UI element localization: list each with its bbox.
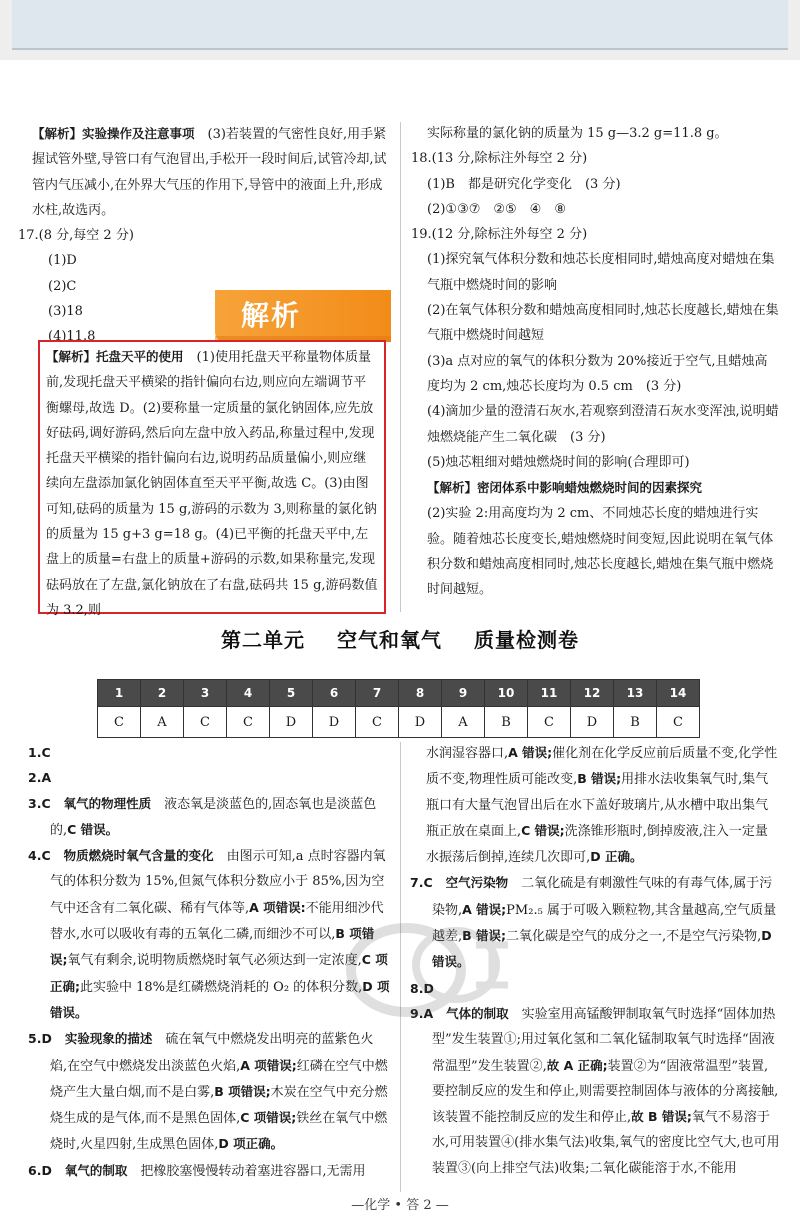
answer-cell: A [141,707,184,738]
q4-text: 由图示可知,a 点时容器内氧气的体积分数为 15%,但氮气体积分数应小于 85%,因为空气中还含有二氧化碳、稀有气体等, [50,849,386,916]
q7-verdict: B 错误; [462,928,507,944]
highlighted-analysis-box [38,340,386,618]
q9-verdict: 故 A 正确; [546,1057,608,1073]
q3-tag: 氧气的物理性质 [63,795,152,811]
answer-cell: C [227,707,270,738]
q18-head: 18.(13 分,除标注外每空 2 分) [411,151,588,167]
q4-text: 此实验中 18%是红磷燃烧消耗的 O₂ 的体积分数, [80,979,363,995]
right-bottom-column [410,740,780,1181]
left-bottom-column [28,740,390,1184]
q19-item-4: (4)滴加少量的澄清石灰水,若观察到澄清石灰水变浑浊,说明蜡烛燃烧能产生二氧化碳 (3 分) [427,404,779,445]
q5-text: 硫在氧气中燃烧发出明亮的蓝紫色火焰,在空气中燃烧发出淡蓝色火焰, [50,1032,374,1074]
answer-cell: C [657,707,700,738]
q5-verdict: B 项错误; [214,1083,271,1099]
q17-answer-1: (1)D [48,253,77,269]
q17-head: 17.(8 分,每空 2 分) [18,228,134,244]
analysis-paragraph [32,121,392,223]
answer-cell: C [356,707,399,738]
q4-number: 4.C [28,848,51,864]
q4-verdict: A 项错误: [249,899,306,915]
question-number: 1 [98,680,141,707]
q6-verdict: B 错误; [577,771,622,787]
q5-text: 铁丝在氧气中燃烧时,火星四射,生成黑色固体, [50,1111,388,1153]
answer-table [97,679,700,738]
q18-answer-1: (1)B 都是研究化学变化 (3 分) [427,176,621,192]
q19-item-1: (1)探究氧气体积分数和烛芯长度相同时,蜡烛高度对蜡烛在集气瓶中燃烧时间的影响 [427,252,775,293]
q1-answer: 1.C [28,745,51,760]
column-divider-bottom [400,742,401,1192]
q7-tag: 空气污染物 [445,875,509,891]
q7-text: 二氧化硫是有刺激性气味的有毒气体,属于污染物, [432,876,773,918]
q7-text: 二氧化碳是空气的成分之一,不是空气污染物, [506,929,762,945]
q3-text: 液态氧是淡蓝色的,固态氧也是淡蓝色的, [50,796,377,838]
q5-verdict: A 项错误; [240,1057,297,1073]
q6-verdict: D 正确。 [590,849,643,865]
q17-answer-2: (2)C [48,278,77,294]
q9-number: 9.A [410,1005,434,1021]
question-number: 8 [399,680,442,707]
q18-answer-2: (2)①③⑦ ②⑤ ④ ⑧ [427,201,566,217]
analysis-tag: 【解析】实验操作及注意事项 [32,126,195,141]
question-number: 6 [313,680,356,707]
unit-title-part2: 空气和氧气 [337,628,442,652]
q19-analysis-tag-text: 【解析】密闭体系中影响蜡烛燃烧时间的因素探究 [427,480,703,496]
q3-verdict: C 错误。 [67,821,119,837]
q3-explanation [28,791,390,844]
answer-cell: C [184,707,227,738]
q6-tag: 氧气的制取 [64,1162,128,1178]
answer-cell: C [98,707,141,738]
answer-cell: C [528,707,571,738]
answer-cell: D [399,707,442,738]
answer-cell: D [270,707,313,738]
q5-number: 5.D [28,1031,52,1047]
q6-text: 水润湿容器口, [426,746,509,761]
question-number: 5 [270,680,313,707]
q9-verdict: 故 B 错误; [631,1109,692,1125]
q9-tag: 气体的制取 [446,1005,509,1021]
q3-number: 3.C [28,795,51,811]
column-divider-top [400,122,401,612]
boxed-analysis [46,344,378,623]
q8-answer: 8.D [410,980,434,996]
boxed-tag: 【解析】托盘天平的使用 [46,349,184,364]
answer-cell: D [571,707,614,738]
analysis-text: (3)若装置的气密性良好,用手紧握试管外壁,导管口有气泡冒出,手松开一段时间后,试管冷却,试管内气压减小,在外界大气压的作用下,导管中的液面上升,形成水柱,故选丙。 [32,127,387,218]
analysis-badge: 解析 [215,290,391,342]
q2-answer: 2.A [28,770,52,786]
question-number: 12 [571,680,614,707]
q6-explanation [28,1158,390,1184]
q6-text: 用排水法收集氧气时,集气瓶口有大量气泡冒出后在水下盖好玻璃片,从水槽中取出集气瓶正放在桌面上, [426,772,769,839]
q9-explanation [410,1001,780,1181]
q6-text: 把橡胶塞慢慢转动着塞进容器口,无需用 [140,1163,366,1179]
q4-verdict: B 项错误; [50,926,375,968]
q7-number: 7.C [410,875,433,891]
question-number: 3 [184,680,227,707]
question-number: 14 [657,680,700,707]
q17-answer-3: (3)18 [48,304,83,320]
q5-tag: 实验现象的描述 [64,1031,153,1047]
q4-verdict: D 项错误。 [50,978,390,1020]
q5-text: 木炭在空气中充分燃烧生成的是气体,而不是黑色固体, [50,1084,388,1127]
unit-title-part1: 第二单元 [221,628,306,652]
answer-cell: A [442,707,485,738]
q7-verdict: D 错误。 [432,928,772,970]
question-number: 13 [614,680,657,707]
question-number: 7 [356,680,399,707]
answer-cell: D [313,707,356,738]
unit-title [0,624,800,653]
question-number: 4 [227,680,270,707]
q5-explanation [28,1026,390,1157]
answer-table-answer-row [98,707,700,738]
q6-text: 洗涤锥形瓶时,倒掉废液,注入一定量水振荡后倒掉,连续几次即可, [426,823,768,866]
q7-verdict: A 错误; [462,901,507,917]
q19-item-3: (3)a 点对应的氧气的体积分数为 20%接近于空气,且蜡烛高度均为 2 cm,烛芯长度均为 0.5 cm (3 分) [427,353,768,394]
page-footer: —化学 • 答 2 — [351,1198,449,1213]
q9-text: 装置②为“固液常温型”装置,要控制反应的发生和停止,则需要控制固体与液体的分离接触,该装置不能控制反应的发生和停止, [432,1058,779,1126]
q5-verdict: D 项正确。 [218,1136,284,1152]
right-top-column [411,121,779,603]
q19-item-2: (2)在氧气体积分数和蜡烛高度相同时,烛芯长度越长,蜡烛在集气瓶中燃烧时间越短 [427,303,779,344]
q19-analysis-text: (2)实验 2:用高度均为 2 cm、不同烛芯长度的蜡烛进行实验。随着烛芯长度变长,蜡烛燃烧时间变短,因此说明在氧气体积分数和蜡烛高度相同时,烛芯长度越长,蜡烛在集气瓶中燃烧时间越短。 [427,506,774,598]
question-number: 9 [442,680,485,707]
answer-cell: B [614,707,657,738]
q17-answer-4: (4)11.8 [48,329,96,345]
question-number: 11 [528,680,571,707]
q7-explanation [410,870,780,975]
q6-text: 催化剂在化学反应前后质量不变,化学性质不变,物理性质可能改变, [426,746,778,788]
q19-head: 19.(12 分,除标注外每空 2 分) [411,227,588,243]
q6-verdict: A 错误; [508,745,553,760]
q4-text: 氧气有剩余,说明物质燃烧时氧气必须达到一定浓度, [67,953,362,969]
boxed-text: (1)使用托盘天平称量物体质量前,发现托盘天平横梁的指针偏向右边,则应向左端调节平衡螺母,故选 D。(2)要称量一定质量的氯化钠固体,应先放好砝码,调好游码,然后向左盘中放入药品,称量过程中,发现托盘天平横梁的指针偏向右边,说明药品质量偏小,则应继续向左盘添加氯化钠固体直至天平平衡,故选 C。(3)由图可知,砝码的质量为 15 g,游码的示数为 3,则称量的氯化钠的质量为 15 g+3 g=18 g。(4)已平衡的托盘天平中,左盘上的质量=右盘上的质量+游码的示数,如果称量完,发现砝码放在了左盘,氯化钠放在了右盘,砝码共 15 g,游码数值为 3.2,则 [46,350,378,618]
q4-text: 不能用细沙代替水,水可以吸收有毒的五氧化二磷,而细沙不可以, [50,900,384,943]
q19-item-5: (5)烛芯粗细对蜡烛燃烧时间的影响(合理即可) [427,454,690,470]
question-number: 2 [141,680,184,707]
answer-table-header-row [98,680,700,707]
answer-cell: B [485,707,528,738]
q6-number: 6.D [28,1162,52,1178]
q9-text: 氧气不易溶于水,可用装置④(排水集气法)收集,氧气的密度比空气大,也可用装置③(向上排空气法)收集;二氧化碳能溶于水,不能用 [432,1110,780,1176]
q6-verdict: C 错误; [521,822,565,838]
q9-text: 实验室用高锰酸钾制取氧气时选择“固体加热型”发生装置①;用过氧化氢和二氧化锰制取氧气时选择“固液常温型”发生装置②, [432,1006,776,1074]
q4-verdict: C 项正确; [50,952,388,994]
top-strip [12,0,788,50]
unit-title-part3: 质量检测卷 [473,628,579,652]
q4-tag: 物质燃烧时氧气含量的变化 [63,848,214,864]
q6-continued [410,740,780,870]
q5-verdict: C 项错误; [240,1110,297,1126]
q7-text: PM₂.₅ 属于可吸入颗粒物,其含量越高,空气质量越差, [432,902,777,945]
q4-explanation [28,843,390,1026]
q5-text: 红磷在空气中燃烧产生大量白烟,而不是白雾, [50,1058,388,1100]
question-number: 10 [485,680,528,707]
continued-text: 实际称量的氯化钠的质量为 15 g—3.2 g=11.8 g。 [427,126,728,141]
q19-analysis-tag [411,475,779,501]
